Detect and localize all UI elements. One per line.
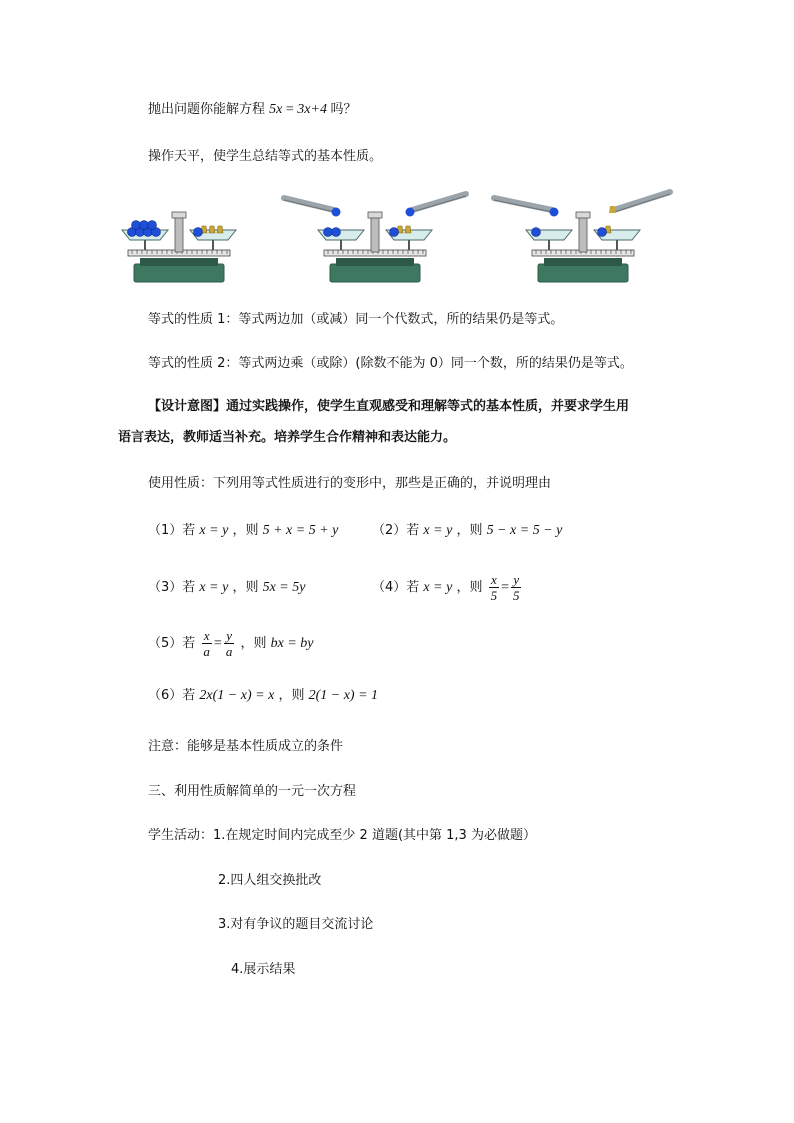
exercise-condition: 2x(1 − x) = x [199, 688, 275, 703]
denominator: 5 [490, 588, 498, 603]
denominator: a [203, 644, 210, 659]
blue-ball [390, 228, 399, 237]
exercise-result: 5x = 5y [262, 580, 306, 595]
exercise-result: bx = by [270, 636, 314, 651]
exercise-label: （5）若 [148, 636, 196, 651]
activity-step-3: 3.对有争议的题目交流讨论 [218, 917, 374, 932]
scale-base [134, 264, 224, 282]
exercise-6 [148, 686, 378, 706]
activity-step-2: 2.四人组交换批改 [218, 873, 322, 888]
exercise-then: ，则 [240, 636, 267, 651]
equation-lhs: 5x [269, 102, 283, 117]
blue-ball [332, 228, 341, 237]
numerator: y [226, 628, 232, 643]
exercise-then: ，则 [456, 580, 483, 595]
exercise-then: ，则 [456, 523, 483, 538]
scale-post [175, 216, 183, 252]
fraction [511, 572, 522, 603]
question-text: 抛出问题你能解方程 [148, 102, 266, 117]
denominator: 5 [513, 588, 520, 603]
numerator: x [490, 572, 497, 587]
question-end: 吗？ [330, 102, 357, 117]
exercise-condition: x = y [199, 523, 229, 538]
gold-weight [405, 226, 411, 233]
scale-pointer [368, 212, 382, 218]
blue-ball [324, 228, 333, 237]
exercise-5: （5）若 $\frac{x}{a}$ = $\frac{y}{a}$ ，则 bx = by [148, 628, 314, 659]
tweezers [614, 192, 670, 210]
numerator: x [203, 628, 210, 643]
exercise-2 [372, 521, 562, 541]
blue-ball [148, 221, 157, 230]
blue-ball [406, 208, 415, 217]
fraction [489, 572, 500, 603]
tweezers-edge [614, 194, 670, 212]
design-intent-line-1: 【设计意图】通过实践操作，使学生直观感受和理解等式的基本性质，并要求学生用 [148, 399, 630, 414]
scale-base-top [140, 258, 218, 266]
blue-ball [194, 228, 203, 237]
tweezers [412, 194, 466, 210]
fraction [201, 628, 212, 659]
equation [269, 102, 330, 117]
operate-line: 操作天平，使学生总结等式的基本性质。 [148, 149, 383, 164]
scale-base-top [336, 258, 414, 266]
usage-intro: 使用性质：下列用等式性质进行的变形中，那些是正确的，并说明理由 [148, 476, 552, 491]
blue-ball [532, 228, 541, 237]
section-3-title: 三、利用性质解简单的一元一次方程 [148, 784, 357, 799]
exercise-4: （4）若 x = y ，则 $\frac{x}{5}$ = $\frac{y}{5}$ [372, 572, 520, 603]
exercise-condition: x = y [423, 523, 453, 538]
scale-base [330, 264, 420, 282]
gold-weight [609, 206, 616, 213]
equation-rhs: 3x+4 [297, 102, 327, 117]
exercise-label: （6）若 [148, 688, 196, 703]
scale-base-top [544, 258, 622, 266]
note-line: 注意：能够是基本性质成立的条件 [148, 739, 344, 754]
exercise-label: （3）若 [148, 580, 196, 595]
tweezers [284, 198, 334, 210]
exercise-3 [148, 578, 305, 598]
exercise-then: ，则 [278, 688, 305, 703]
blue-ball [140, 221, 149, 230]
exercise-then: ，则 [232, 523, 259, 538]
equals-sign: = [285, 102, 298, 117]
exercise-result: 5 − x = 5 − y [486, 523, 563, 538]
gold-weight [209, 226, 215, 233]
exercise-label: （4）若 [372, 580, 420, 595]
scale-pointer [172, 212, 186, 218]
exercise-then: ，则 [232, 580, 259, 595]
scale-post [371, 216, 379, 252]
scale-base [538, 264, 628, 282]
exercise-condition: x = y [423, 580, 453, 595]
exercise-label: （2）若 [372, 523, 420, 538]
numerator: y [513, 572, 520, 587]
blue-ball [132, 221, 141, 230]
exercise-result: 2(1 − x) = 1 [308, 688, 379, 703]
scale-post [579, 216, 587, 252]
activity-step-4: 4.展示结果 [231, 962, 296, 977]
fraction [224, 628, 235, 659]
property-1: 等式的性质 1：等式两边加（或减）同一个代数式，所的结果仍是等式。 [148, 312, 564, 327]
balance-scale-balanced [118, 206, 240, 288]
tweezers-edge [412, 196, 466, 212]
question-line [148, 100, 356, 120]
exercise-1 [148, 521, 338, 541]
blue-ball [550, 208, 559, 217]
balance-scale-removing [490, 186, 676, 288]
tweezers [494, 198, 552, 210]
design-intent-line-2: 语言表达，教师适当补充。培养学生合作精神和表达能力。 [118, 430, 457, 445]
exercise-result: 5 + x = 5 + y [262, 523, 339, 538]
balance-scale-adding [278, 186, 474, 288]
denominator: a [225, 644, 233, 659]
gold-weight [217, 226, 223, 233]
blue-ball [598, 228, 607, 237]
student-activity: 学生活动：1.在规定时间内完成至少 2 道题(其中第 1,3 为必做题） [148, 828, 536, 843]
exercise-condition: x = y [199, 580, 229, 595]
blue-ball [332, 208, 341, 217]
exercise-label: （1）若 [148, 523, 196, 538]
property-2: 等式的性质 2：等式两边乘（或除）(除数不能为 0）同一个数，所的结果仍是等式。 [148, 356, 633, 371]
scale-pointer [576, 212, 590, 218]
